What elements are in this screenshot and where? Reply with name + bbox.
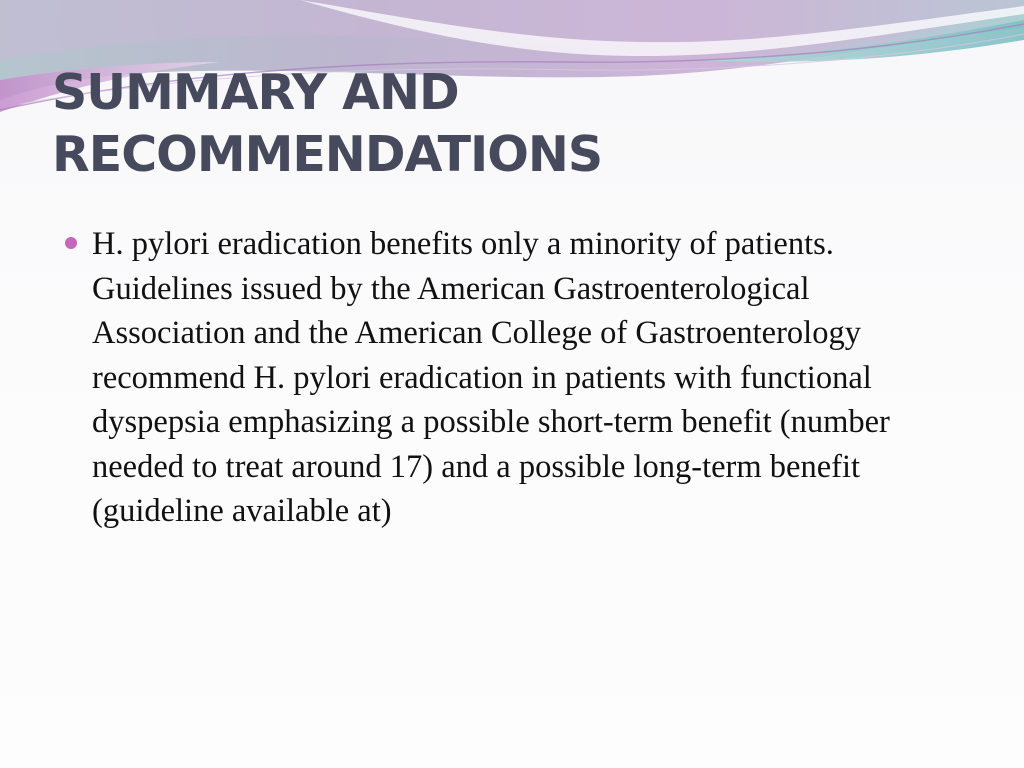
bullet-dot-icon: [65, 237, 77, 249]
bullet-text: H. pylori eradication benefits only a minority of patients. Guidelines issued by the American Gastroenterological Association and the American College of Gastroenterology recommend H. pylori eradication in patients with functional dyspepsia emphasizing a possible short-term benefit (number needed to treat around 17) and a possible long-term benefit (guideline available at): [92, 226, 890, 529]
bullet-item: [62, 222, 942, 534]
slide-body: [62, 222, 942, 534]
slide-title-line-2: RECOMMENDATIONS: [52, 126, 603, 183]
slide-title-line-1: SUMMARY AND: [52, 64, 459, 121]
slide-title: [52, 62, 952, 186]
